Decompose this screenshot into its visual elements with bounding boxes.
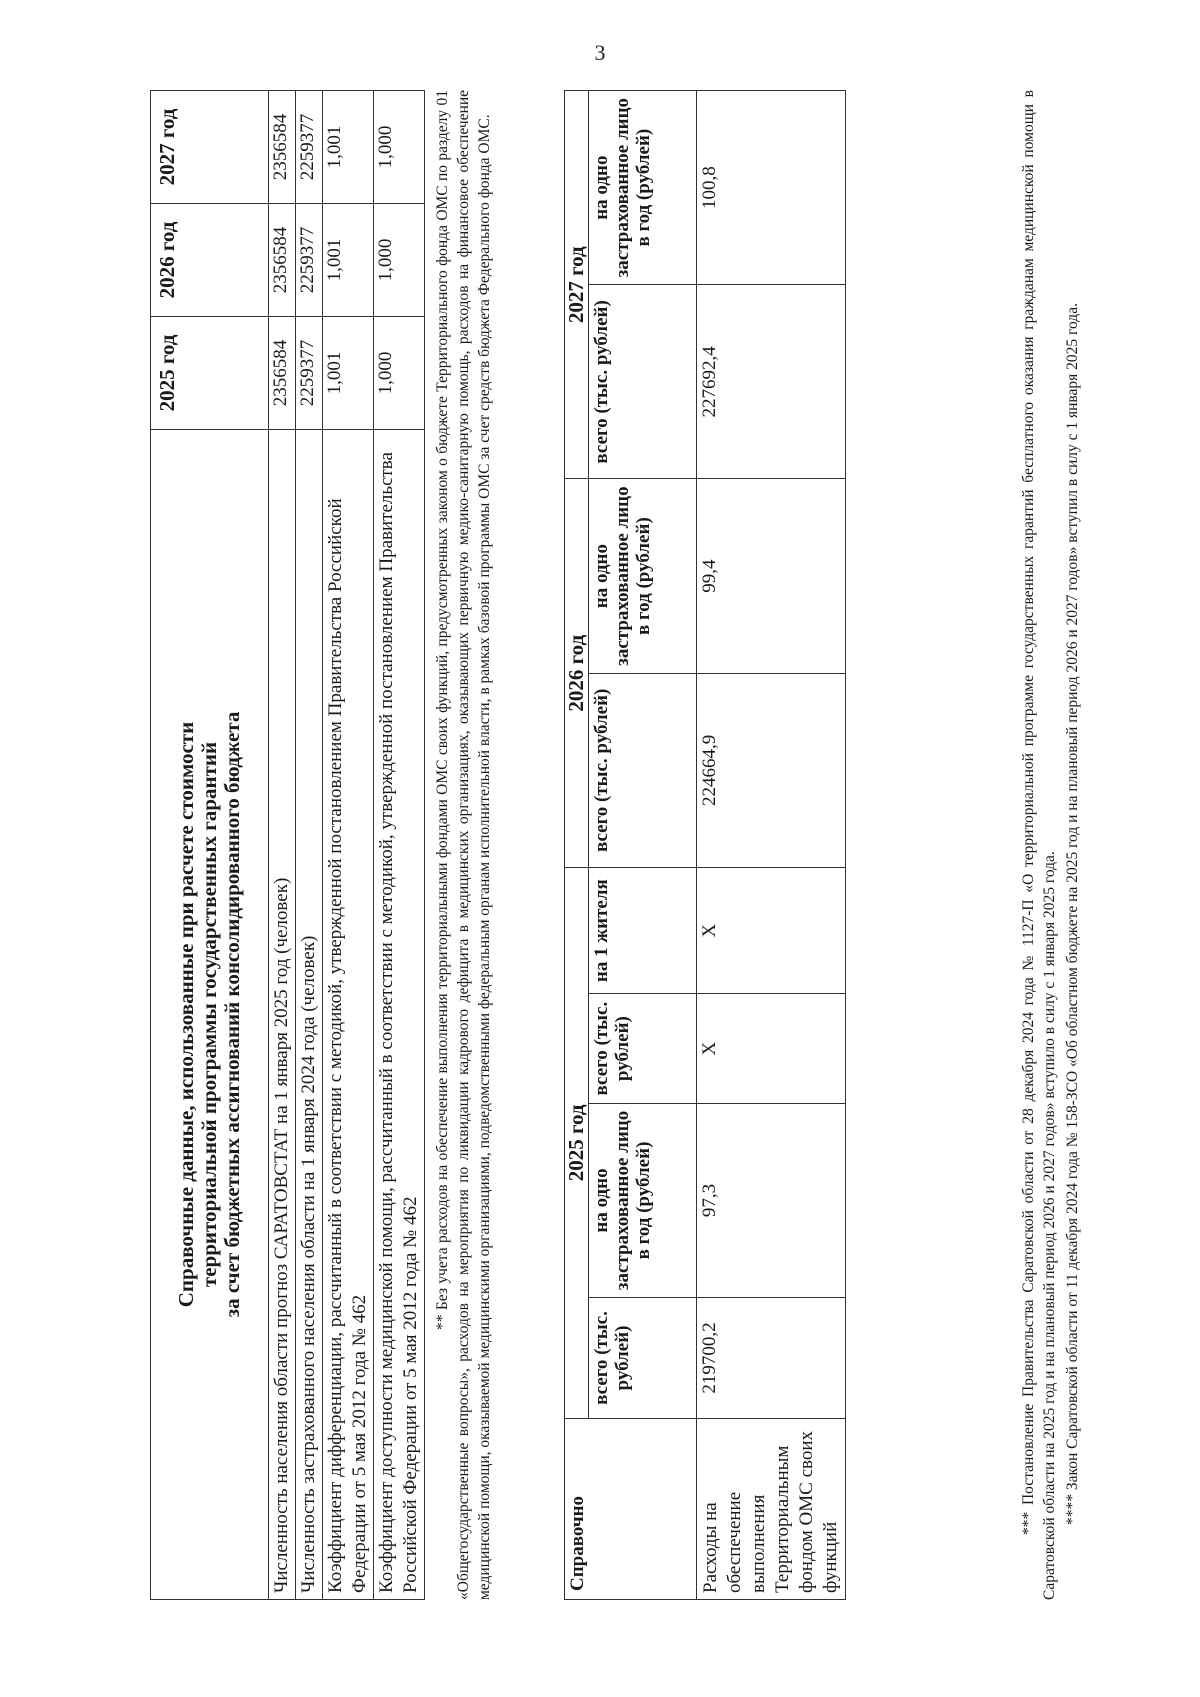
cell-value: 2356584 [269,91,296,204]
row-label: Численность населения области прогноз САРАТОВСТАТ на 1 января 2025 год (человек) [269,430,296,1600]
reference-data-table [150,90,425,1600]
cell-value: 97,3 [697,1103,846,1297]
table-row [374,91,425,1600]
title-line: Справочные данные, использованные при расчете стоимости [174,721,198,1308]
rotated-content [150,90,1130,1600]
year-header: 2026 год [151,204,269,317]
table-row [697,91,846,1600]
info-table-header-label: Справочно [565,1418,697,1599]
column-header: на одно застрахованное лицо в год (рублей) [589,479,697,673]
column-header: всего (тыс. рублей) [589,673,697,867]
row-label: Коэффициент доступности медицинской помощи, рассчитанный в соответствии с методикой, утвержденной постановлением Правительства Российской Федерации от 5 мая 2012 года № 462 [374,430,425,1600]
year-header: 2027 год [565,91,589,480]
cell-value: 1,000 [374,204,425,317]
cell-value: 2356584 [269,317,296,430]
column-header: всего (тыс. рублей) [589,1298,697,1419]
cell-value: 99,4 [697,479,846,673]
year-header: 2027 год [151,91,269,204]
cell-value: 224664,9 [697,673,846,867]
cell-value: 219700,2 [697,1298,846,1419]
page-number: 3 [594,40,606,65]
row-label: Расходы на обеспечение выполнения Территориальным фондом ОМС своих функций [697,1418,846,1599]
table-row [323,91,374,1600]
cell-value: X [697,994,846,1104]
column-header: на 1 жителя [589,867,697,993]
year-header: 2026 год [565,479,589,867]
row-label: Коэффициент дифференциации, рассчитанный в соответствии с методикой, утвержденной постановлением Правительства Российской Федерации от 5 мая 2012 года № 462 [323,430,374,1600]
footnote: *** Постановление Правительства Саратовской области от 28 декабря 2024 года № 1127-П «О территориальной программе государственных гарантий бесплатного оказания гражданам медицинской помощи в Саратовской области на 2025 год и на плановый период 2026 и 2027 годов» вступило в силу с 1 января 2025 года. [1020,90,1058,1600]
column-header: всего (тыс. рублей) [589,994,697,1104]
footnote: **** Закон Саратовской области от 11 декабря 2024 года № 158-ЗСО «Об областном бюджете на 2025 год и на плановый период 2026 и 2027 годов» вступил в силу с 1 января 2025 года. [1064,303,1081,1525]
column-header: всего (тыс. рублей) [589,285,697,479]
cell-value: 1,000 [374,317,425,430]
cell-value: 2259377 [296,317,323,430]
cell-value: 1,001 [323,317,374,430]
info-table [564,90,846,1600]
cell-value: 100,8 [697,91,846,285]
cell-value: 2259377 [296,91,323,204]
table-row [269,91,296,1600]
cell-value: 227692,4 [697,285,846,479]
title-line: территориальной программы государственных гарантий [197,741,221,1288]
title-line: за счет бюджетных ассигнований консолидированного бюджета [220,711,244,1318]
year-header: 2025 год [565,867,589,1418]
column-header: на одно застрахованное лицо в год (рублей) [589,91,697,285]
cell-value: 2356584 [269,204,296,317]
year-header: 2025 год [151,317,269,430]
cell-value: 1,001 [323,91,374,204]
cell-value: 1,000 [374,91,425,204]
note-paragraph: ** Без учета расходов на обеспечение выполнения территориальными фондами ОМС своих функций, предусмотренных законом о бюджете Территориального фонда ОМС по разделу 01 «Общегосударственные вопросы», расходов на мероприятия по ликвидации кадрового дефицита в медицинских организациях, оказывающих первичную медико-санитарную помощь, расходов на финансовое обеспечение медицинской помощи, оказываемой медицинскими организациями, подведомственными федеральным органам исполнительной власти, в рамках базовой программы ОМС за счет средств бюджета Федерального фонда ОМС. [434,90,493,1600]
column-header: на одно застрахованное лицо в год (рублей) [589,1103,697,1297]
cell-value: 1,001 [323,204,374,317]
cell-value: 2259377 [296,204,323,317]
reference-table-title [151,430,269,1600]
cell-value: X [697,867,846,993]
table-row [296,91,323,1600]
row-label: Численность застрахованного населения области на 1 января 2024 года (человек) [296,430,323,1600]
